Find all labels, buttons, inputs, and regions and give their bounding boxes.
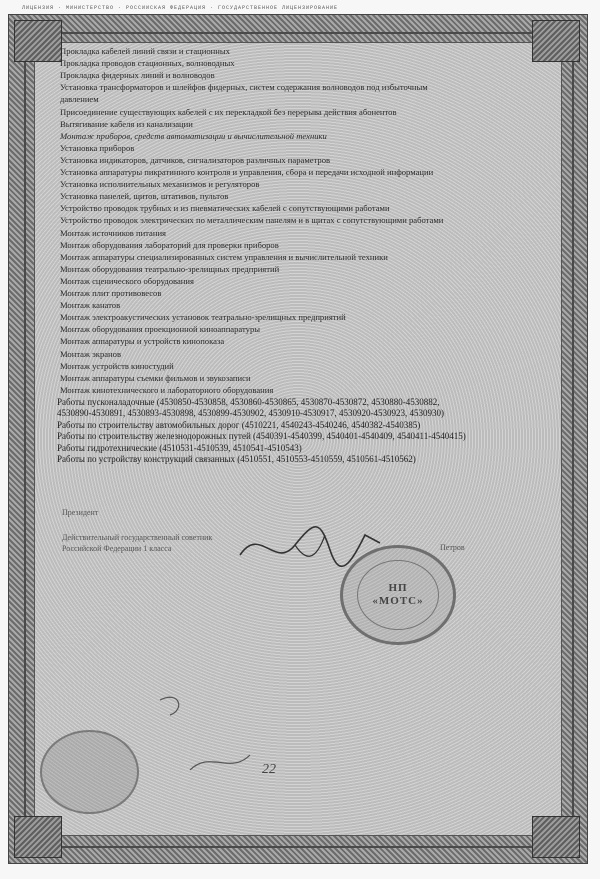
activity-line: Монтаж аппаратуры и устройств кинопоказа	[60, 336, 225, 347]
activity-line: Вытягивание кабеля из канализации	[60, 118, 193, 129]
activity-line: Установка исполнительных механизмов и регуляторов	[60, 179, 260, 190]
activity-line: Монтаж сценического оборудования	[60, 275, 194, 286]
activity-line: Установка аппаратуры пикратинного контроля и управления, сбора и передачи исходной информации	[60, 167, 434, 177]
activity-line: Устройство проводок электрических по металлическим панелям и в щитах с сопутствующими работами	[60, 215, 444, 226]
activity-line: Работы гидротехнические (4510531-4510539, 4510541-4510543)	[57, 442, 302, 453]
signer-name: Петров	[440, 543, 465, 552]
activity-line: Монтаж приборов, средств автоматизации и вычислительной техники	[60, 130, 327, 141]
handwritten-date: 22	[262, 762, 276, 777]
activity-line: Работы по устройству конструкций связанных (4510551, 4510553-4510559, 4510561-4510562)	[57, 454, 416, 465]
seal-line-2: «МОТС»	[372, 595, 424, 607]
corner-ornament-bottom-right	[532, 816, 580, 858]
activity-line: Монтаж экранов	[60, 348, 122, 359]
activity-line: Устройство проводок трубных и из пневматических кабелей с сопутствующими работами	[60, 203, 390, 214]
activity-line: Установка трансформаторов и шлейфов фидерных, систем содержания волноводов под избыточным	[60, 82, 428, 93]
signer-title: Действительный государственный советник	[62, 533, 213, 542]
activity-line: Монтаж плит противовесов	[60, 288, 162, 298]
corner-ornament-bottom-left	[14, 816, 62, 858]
activity-line: Монтаж источников питания	[60, 227, 166, 238]
activity-line: Работы пусконаладочные (4530850-4530858, 4530860-4530865, 4530870-4530872, 4530880-4530882,	[57, 396, 440, 407]
activity-line: Установка индикаторов, датчиков, сигнализаторов различных параметров	[60, 154, 331, 165]
activity-line: Монтаж аппаратуры специализированных систем управления и вычислительной техники	[60, 251, 388, 262]
organization-seal	[340, 545, 456, 645]
activity-line: Монтаж аппаратуры съемки фильмов и звукозаписи	[60, 372, 251, 383]
activity-line: Прокладка фидерных линий и волноводов	[60, 70, 215, 81]
activity-line: Монтаж оборудования театрально-зрелищных предприятий	[60, 263, 280, 274]
handwritten-note	[150, 680, 330, 790]
activity-line: Присоединение существующих кабелей с их перекладкой без перерыва действия абонентов	[60, 106, 397, 117]
registration-stamp	[40, 730, 139, 814]
activity-line: Установка панелей, щитов, штативов, пультов	[60, 191, 229, 202]
seal-line-1: НП	[388, 582, 408, 594]
activity-line: Монтаж оборудования проекционной киноаппаратуры	[60, 324, 261, 335]
corner-ornament-top-right	[532, 20, 580, 62]
activity-line: Монтаж устройств киностудий	[60, 360, 174, 371]
activity-line: давлением	[60, 94, 99, 105]
header-microtext: ЛИЦЕНЗИЯ · МИНИСТЕРСТВО · РОССИЙСКАЯ ФЕДЕРАЦИЯ · ГОСУДАРСТВЕННОЕ ЛИЦЕНЗИРОВАНИЕ	[22, 5, 339, 11]
activity-line: Монтаж кинотехнического и лабораторного оборудования	[60, 384, 274, 395]
corner-ornament-top-left	[14, 20, 62, 62]
signer-title-2: Российской Федерации 1 класса	[62, 544, 172, 553]
activity-line: Прокладка проводов стационных, волноводных	[60, 58, 235, 69]
activity-line: Монтаж канатов	[60, 300, 121, 311]
activity-line: Работы по строительству железнодорожных путей (4540391-4540399, 4540401-4540409, 4540411-4540415)	[57, 431, 466, 442]
activity-line: Работы по строительству автомобильных дорог (4510221, 4540243-4540246, 4540382-4540385)	[57, 419, 421, 430]
activity-line: 4530890-4530891, 4530893-4530898, 4530899-4530902, 4530910-4530917, 4530920-4530923, 4530930)	[57, 408, 444, 419]
activity-line: Монтаж электроакустических установок театрально-зрелищных предприятий	[60, 312, 346, 323]
activity-line: Прокладка кабелей линий связи и стационных	[60, 46, 230, 56]
activity-line: Монтаж оборудования лабораторий для проверки приборов	[60, 239, 279, 250]
president-label: Президент	[62, 508, 99, 517]
activity-line: Установка приборов	[60, 142, 135, 153]
